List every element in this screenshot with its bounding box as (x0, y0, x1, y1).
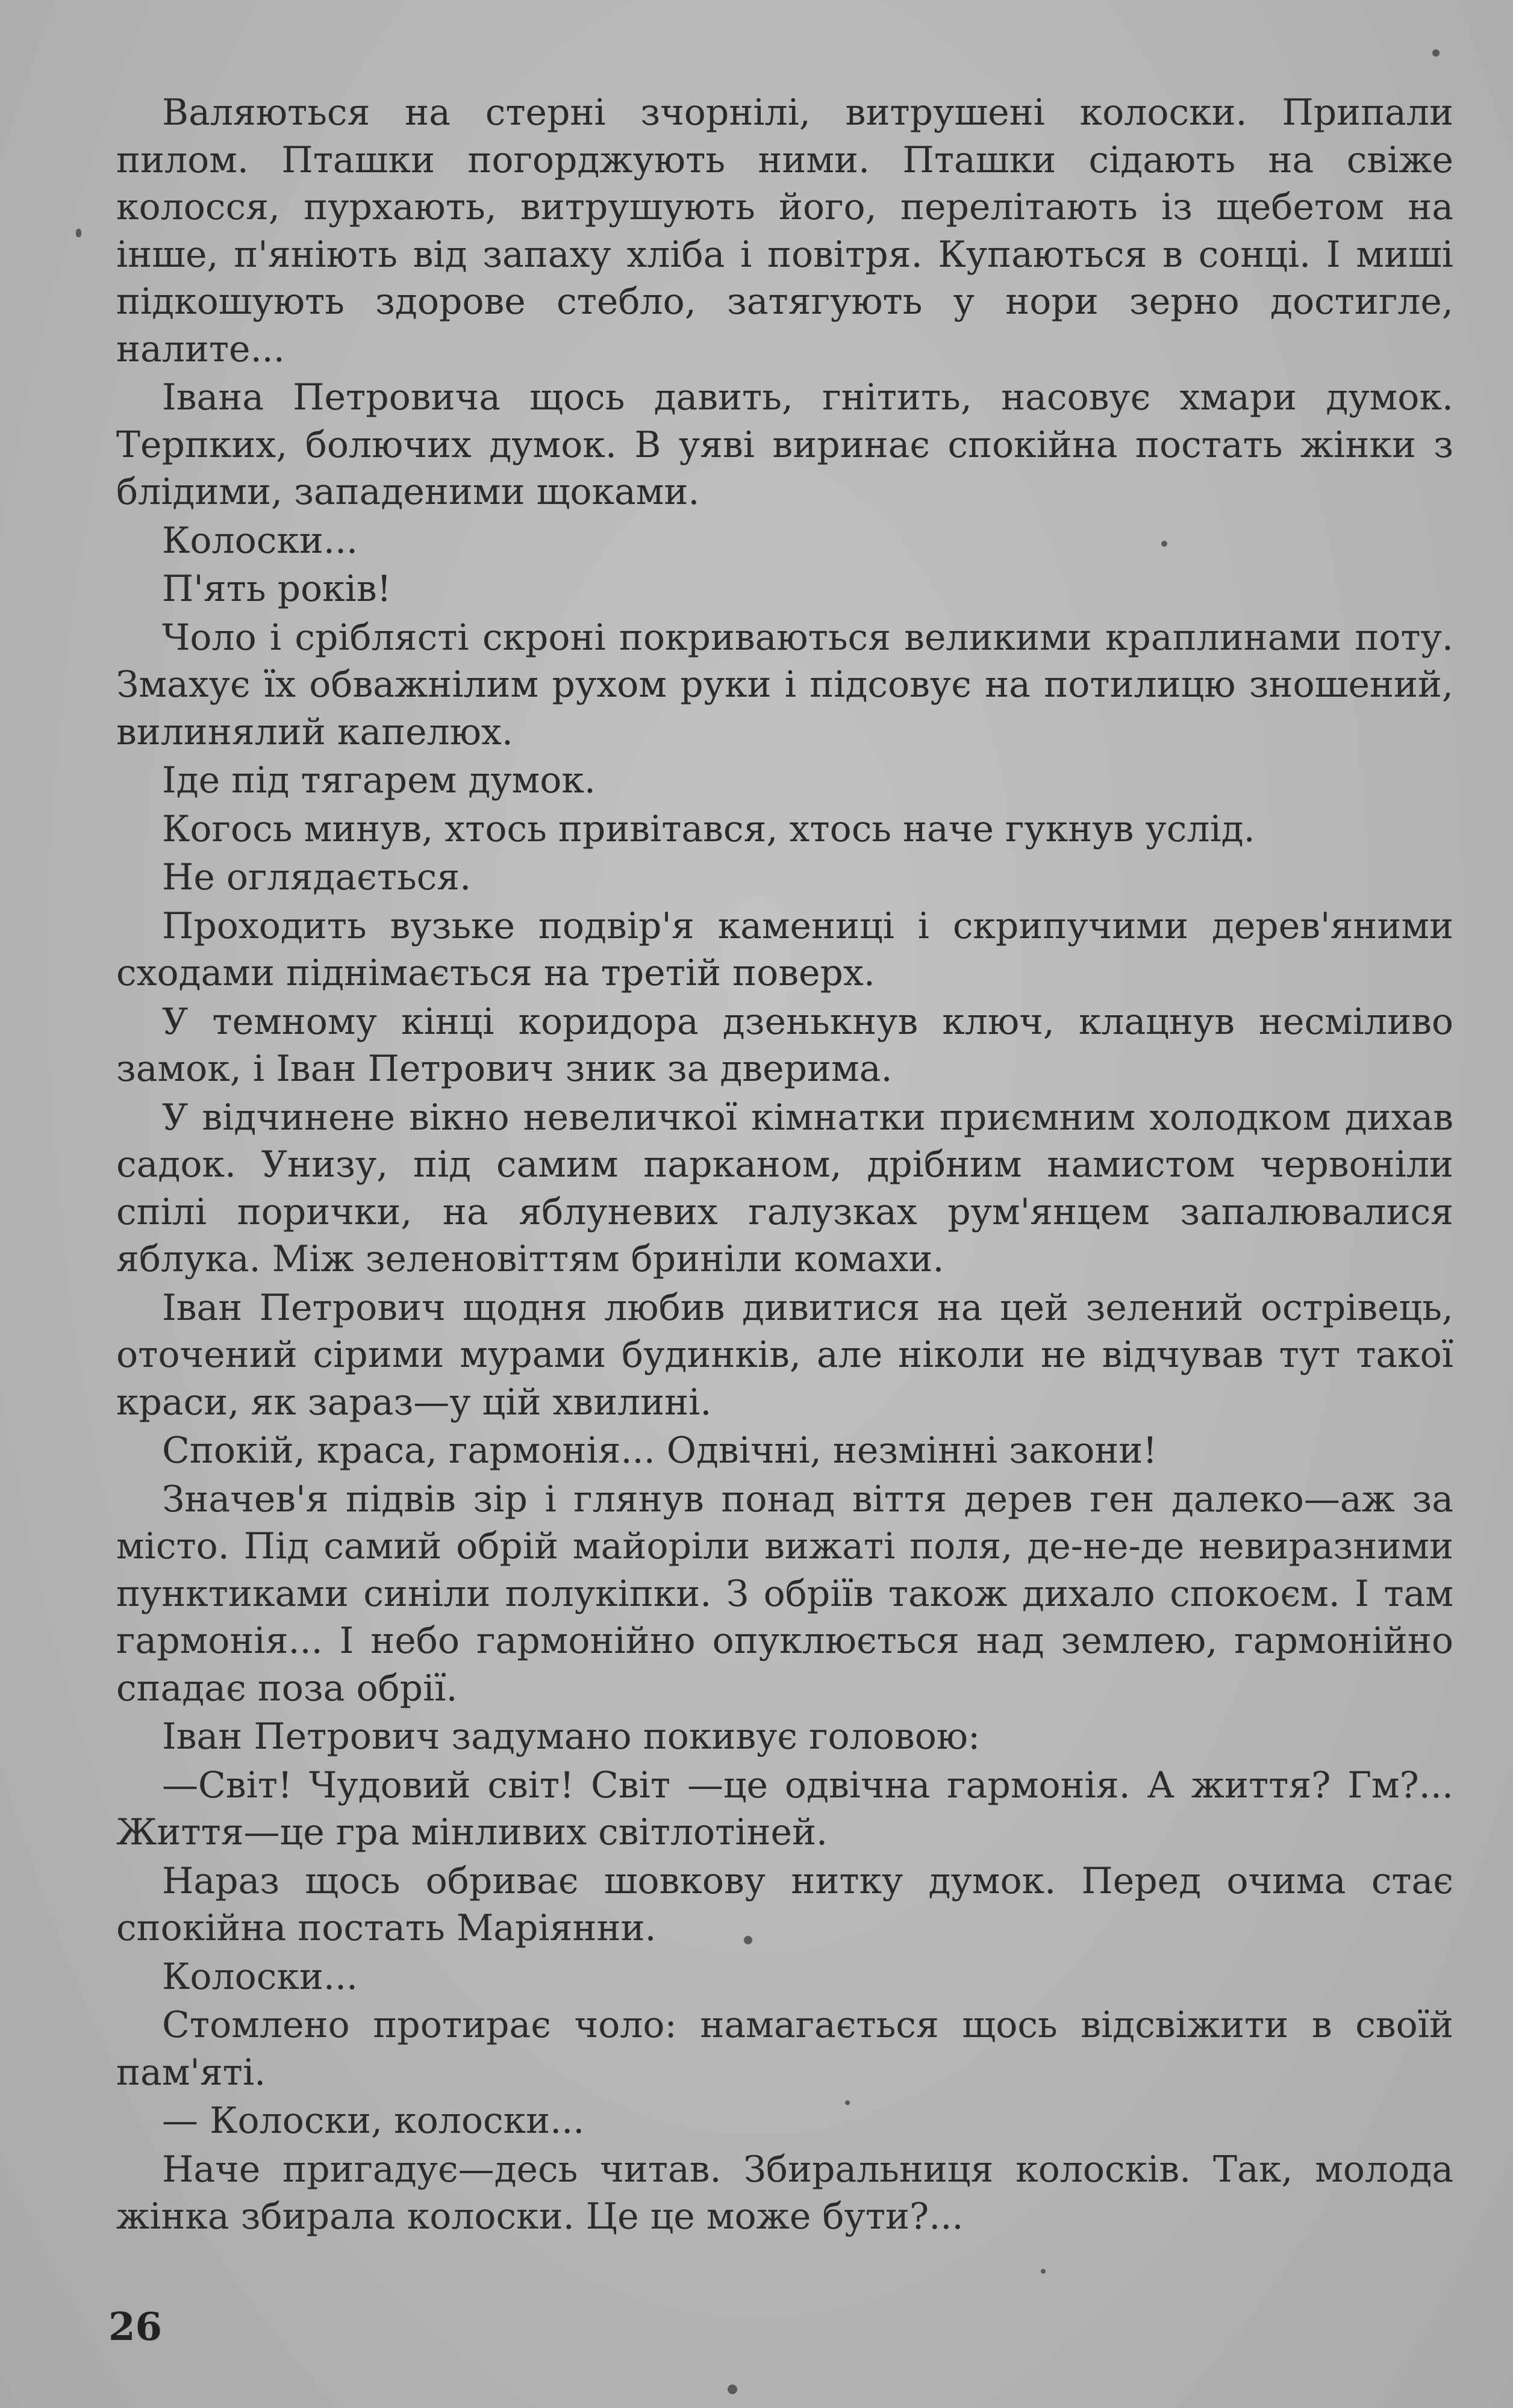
paragraph: Стомлено протирає чоло: намагається щось відсвіжити в своїй пам'яті. (116, 2004, 1453, 2094)
body-text (116, 89, 1453, 2242)
print-speck (845, 2100, 850, 2105)
paragraph: У відчинене вікно невеличкої кімнатки приємним холодком дихав садок. Унизу, під самим парканом, дрібним намистом червоніли спілі порички, на яблуневих галузках рум'янцем запалювалися яблука. Між зеленовіттям бриніли комахи. (116, 1096, 1453, 1280)
print-speck (1432, 49, 1440, 57)
paragraph: Колоски... (162, 1955, 358, 1998)
print-speck (76, 229, 81, 237)
print-speck (1161, 541, 1167, 547)
paragraph: П'ять років! (162, 568, 392, 610)
paragraph: Іван Петрович щодня любив дивитися на цей зелений острівець, оточений сірими мурами будинків, але ніколи не відчував тут такої краси, як зараз—у цій хвилині. (116, 1286, 1453, 1423)
paragraph: У темному кінці коридора дзенькнув ключ, клацнув несміливо замок, і Іван Петрович зник за дверима. (116, 1000, 1453, 1090)
paragraph: Валяються на стерні зчорнілі, витрушені колоски. Припали пилом. Пташки погорджують ними. Пташки сідають на свіже колосся, пурхають, витрушують його, перелітають із щебетом на інше, п'яніють від запаху хліба і повітря. Купаються в сонці. І миші підкошують здорове стебло, затягують у нори зерно достигле, налите... (116, 92, 1453, 370)
print-speck (1041, 2269, 1046, 2274)
paragraph: Спокій, краса, гармонія... Одвічні, незмінні закони! (162, 1430, 1158, 1472)
paragraph: Проходить вузьке подвір'я камениці і скрипучими дерев'яними сходами піднімається на третій поверх. (116, 904, 1453, 994)
paragraph: Чоло і сріблясті скроні покриваються великими краплинами поту. Змахує їх обважнілим рухом руки і підсовує на потилицю зношений, вилинялий капелюх. (116, 616, 1453, 753)
paragraph: — Колоски, колоски... (162, 2100, 585, 2142)
paragraph: Іван Петрович задумано покивує головою: (162, 1716, 981, 1758)
paragraph: Іде під тягарем думок. (162, 759, 596, 801)
print-speck (744, 1936, 752, 1944)
paragraph: —Світ! Чудовий світ! Світ —це одвічна гармонія. А життя? Гм?... Життя—це гра мінливих світлотіней. (116, 1764, 1453, 1853)
paragraph: Наче пригадує—десь читав. Збиральниця колосків. Так, молода жінка збирала колоски. Це це може бути?... (116, 2148, 1453, 2238)
paragraph: Значев'я підвів зір і глянув понад віття дерев ген далеко—аж за місто. Під самий обрій майоріли вижаті поля, де-не-де невиразними пунктиками синіли полукіпки. З обріїв також дихало спокоєм. І там гармонія... І небо гармонійно опуклюється над землею, гармонійно спадає поза обрії. (116, 1478, 1453, 1710)
paragraph: Когось минув, хтось привітався, хтось наче гукнув услід. (162, 807, 1255, 850)
paragraph: Не оглядається. (162, 856, 472, 898)
paragraph: Колоски... (162, 519, 358, 562)
print-speck (728, 2385, 737, 2394)
paragraph: Нараз щось обриває шовкову нитку думок. Перед очима стає спокійна постать Маріянни. (116, 1859, 1453, 1949)
page-number: 26 (108, 2304, 163, 2350)
paragraph: Івана Петровича щось давить, гнітить, насовує хмари думок. Терпких, болючих думок. В уяві виринає спокійна постать жінки з блідими, западеними щоками. (116, 376, 1453, 513)
